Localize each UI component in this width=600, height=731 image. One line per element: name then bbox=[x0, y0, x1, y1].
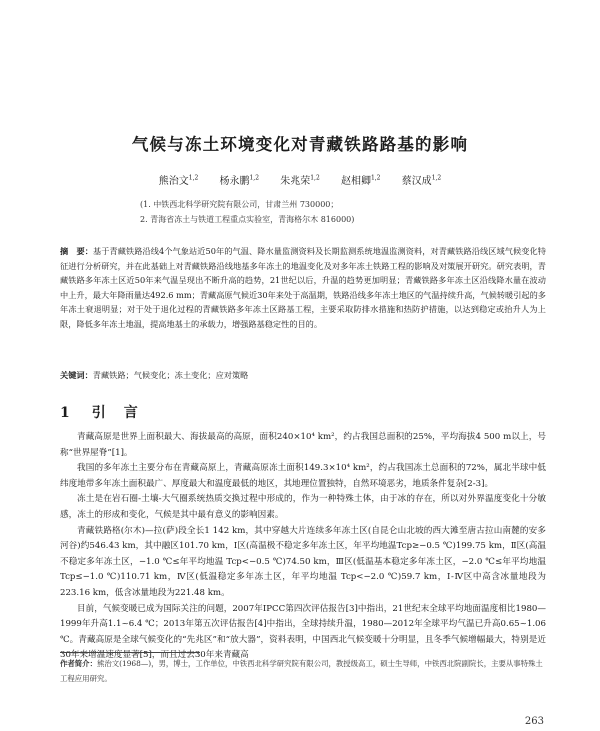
section-number: 1 bbox=[60, 405, 70, 421]
author: 赵相卿$^{1,2}$ bbox=[340, 174, 381, 187]
page-number: 263 bbox=[524, 716, 544, 727]
section-heading bbox=[60, 402, 156, 422]
paragraph: 我国的多年冻土主要分布在青藏高原上，青藏高原冻土面积149.3×10⁴ km²，约占我国冻土总面积的72%，属北半球中低纬度地带多年冻土面积最广、厚度最大和温度最低的地区，其地理位置独特，自然环境恶劣，地质条件复杂[2-3]。 bbox=[60, 463, 546, 489]
footnote-label: 作者简介： bbox=[60, 659, 97, 668]
author: 熊治文$^{1,2}$ bbox=[158, 174, 199, 187]
body-text bbox=[60, 430, 546, 664]
keywords bbox=[60, 370, 546, 381]
paragraph: 青藏高原是世界上面积最大、海拔最高的高原，面积240×10⁴ km²，约占我国总面积的25%，平均海拔4 500 m以上，号称“世界屋脊”[1]。 bbox=[60, 432, 546, 458]
keywords-text: 青藏铁路；气候变化；冻土变化；应对策略 bbox=[92, 370, 249, 380]
author: 杨永鹏$^{1,2}$ bbox=[219, 174, 260, 187]
abstract-label: 摘 要： bbox=[60, 246, 94, 256]
section-title: 引言 bbox=[91, 405, 156, 421]
paper-title: 气候与冻土环境变化对青藏铁路路基的影响 bbox=[131, 135, 469, 154]
abstract-text: 基于青藏铁路沿线4个气象站近50年的气温、降水量监测资料及长期监测系统地温监测资料，对青藏铁路沿线区域气候变化特征进行分析研究，并在此基础上对青藏铁路沿线地基多年冻土的地温变化及对多年冻土铁路工程的影响及对策展开研究。研究表明，青藏铁路多年冻土区近50年来气温呈现出不断升高的趋势，21世纪以后，升温的趋势更加明显；青藏铁路多年冻土区沿线降水量在波动中上升，最大年降雨量达492.6 mm；青藏高原气候近30年来处于高温期，铁路沿线多年冻土地区的气温持续升高，气候转暖引起的多年冻土衰退明显；对于处于退化过程的青藏铁路多年冻土区路基工程，主要采取防排水措施和热防护措施，以达到稳定或抬升人为上限，降低多年冻土地温，提高地基土的承载力，增强路基稳定性的目的。 bbox=[60, 246, 546, 329]
author-list bbox=[0, 172, 600, 187]
paragraph: 目前，气候变暖已成为国际关注的问题，2007年IPCC第四次评估报告[3]中指出，21世纪末全球平均地面温度相比1980—1999年升高1.1~6.4 ℃；2013年第五次评估报告[4]中指出，全球持续升温，1980—2012年全球平均气温已升高0.65~1.06 ℃。青藏高原是全球气候变化的“先兆区”和“放大器”，资料表明，中国西北气候变暖十分明显，且冬季气候增幅最大，特别是近30年来增温速度显著[5]，而且过去30年来青藏高 bbox=[60, 603, 546, 661]
paragraph: 青藏铁路格(尔木)—拉(萨)段全长1 142 km，其中穿越大片连续多年冻土区(自昆仑山北坡的西大滩至唐古拉山南麓的安多河谷)约546.43 km，其中融区101.70 km，Ⅰ区(高温极不稳定多年冻土区，年平均地温Tcp≥−0.5 ℃)199.75 km，Ⅱ区(高温不稳定多年冻土区，−1.0 ℃≤年平均地温 Tcp<−0.5 ℃)74.50 km，Ⅲ区(低温基本稳定多年冻土区，−2.0 ℃≤年平均地温 Tcp≤−1.0 ℃)110.71 km，Ⅳ区(低温稳定多年冻土区，年平均地温 Tcp<−2.0 ℃)59.7 km，Ⅰ-Ⅳ区中高含冰量地段为223.16 km，低含冰量地段为221.48 km。 bbox=[60, 525, 546, 598]
affiliation-line: 2. 青海省冻土与铁道工程重点实验室，青海格尔木 816000) bbox=[140, 215, 355, 224]
author: 蔡汉成$^{1,2}$ bbox=[401, 174, 442, 187]
author-footnote bbox=[60, 656, 546, 686]
author: 朱兆荣$^{1,2}$ bbox=[280, 174, 320, 187]
footnote-divider bbox=[60, 652, 200, 653]
paragraph: 冻土是在岩石圈-土壤-大气圈系统热质交换过程中形成的，作为一种特殊土体，由于冰的存在，所以对外界温度变化十分敏感，冻土的形成和变化，气候是其中最有意义的影响因素。 bbox=[60, 494, 546, 520]
keywords-label: 关键词： bbox=[60, 370, 93, 380]
affiliation-line: (1. 中铁西北科学研究院有限公司，甘肃兰州 730000； bbox=[140, 200, 339, 209]
abstract bbox=[60, 244, 546, 332]
footnote-text: 熊治文(1968—)，男，博士，工作单位，中铁西北科学研究院有限公司，教授级高工，硕士生导师，中铁西北院副院长，主要从事特殊土工程应用研究。 bbox=[60, 659, 543, 683]
